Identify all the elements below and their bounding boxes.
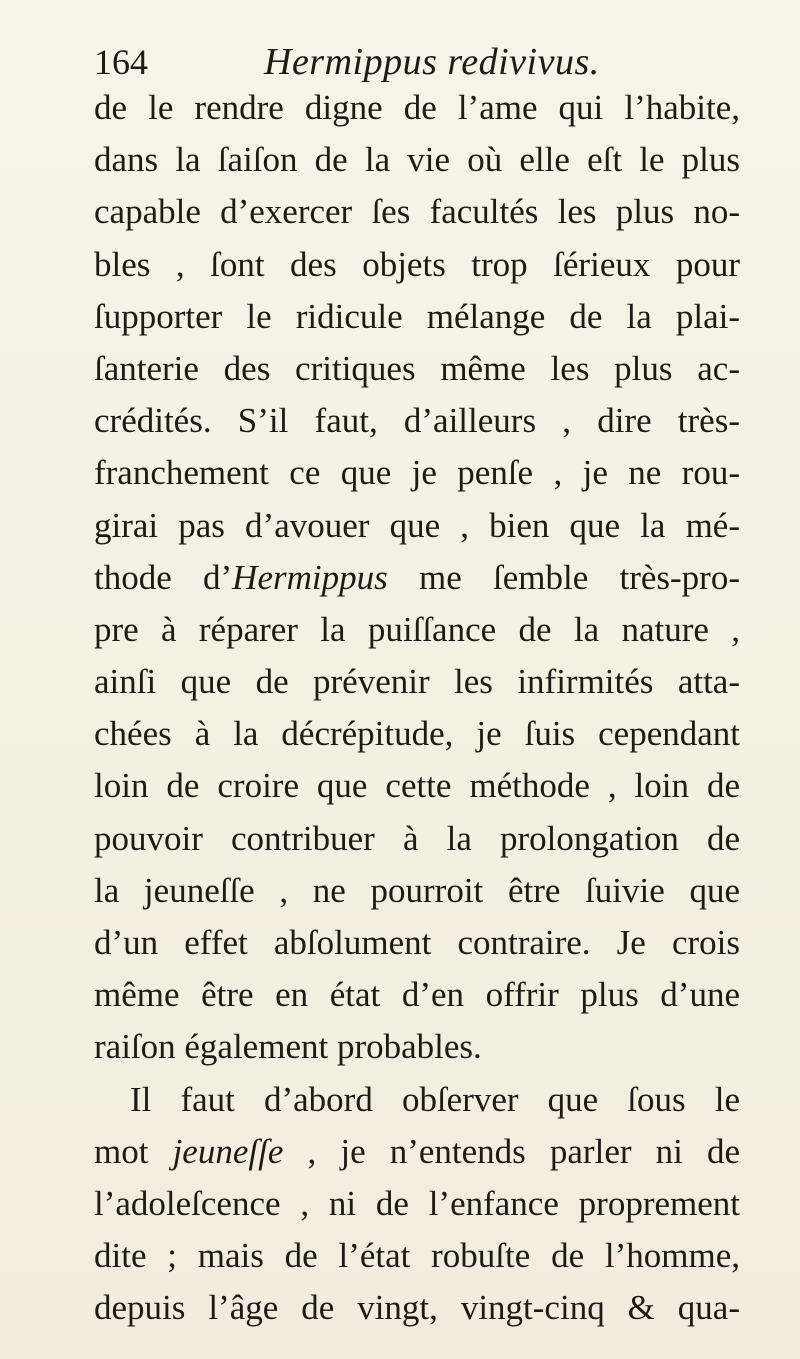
text-segment: même être en état d’en offrir plus d’une xyxy=(94,975,740,1015)
text-segment: la jeuneſſe , ne pourroit être ſuivie que xyxy=(94,870,740,910)
text-segment: de le rendre digne de l’ame qui l’habite, xyxy=(94,88,740,127)
text-segment: franchement ce que je penſe , je ne rou- xyxy=(94,453,740,493)
text-segment: bles , ſont des objets trop ſérieux pour xyxy=(94,244,740,284)
text-segment: pre à réparer la puiſſance de la nature , xyxy=(94,609,740,649)
text-line xyxy=(94,395,740,447)
text-segment: ſupporter le ridicule mélange de la plai- xyxy=(94,296,740,336)
italic-text: Hermippus xyxy=(232,557,388,597)
text-segment: d’un effet abſolument contraire. Je crois xyxy=(94,923,740,962)
text-segment: l’adoleſcence , ni de l’enfance proprement xyxy=(94,1183,740,1223)
text-body xyxy=(94,82,740,1335)
text-line xyxy=(94,1021,740,1073)
text-line xyxy=(94,291,740,343)
text-segment: dite ; mais de l’état robuſte de l’homme, xyxy=(94,1236,740,1276)
text-line xyxy=(94,1074,740,1126)
text-segment: ſanterie des critiques même les plus ac- xyxy=(94,348,740,388)
text-line xyxy=(94,917,740,969)
text-segment: , je n’entends parler ni de xyxy=(283,1131,740,1171)
text-segment: loin de croire que cette méthode , loin de xyxy=(94,766,740,806)
text-line xyxy=(94,1230,740,1282)
text-line xyxy=(94,239,740,291)
page-number: 164 xyxy=(94,42,148,82)
text-segment: mot xyxy=(94,1131,173,1171)
text-segment: girai pas d’avouer que , bien que la mé- xyxy=(94,505,740,545)
text-segment: ainſi que de prévenir les infirmités atta- xyxy=(94,662,740,702)
text-line xyxy=(94,760,740,812)
text-line xyxy=(94,604,740,656)
text-segment: Il faut d’abord obſerver que ſous le xyxy=(130,1079,740,1119)
text-line xyxy=(94,1126,740,1178)
text-line xyxy=(94,708,740,760)
text-line xyxy=(94,813,740,865)
text-segment: raiſon également probables. xyxy=(94,1027,482,1067)
text-segment: pouvoir contribuer à la prolongation de xyxy=(94,818,740,858)
text-segment: capable d’exercer ſes facultés les plus no- xyxy=(94,192,740,232)
running-title: Hermippus redivivus. xyxy=(264,41,600,83)
text-line xyxy=(94,447,740,499)
text-line xyxy=(94,656,740,708)
text-line xyxy=(94,1282,740,1334)
text-segment: chées à la décrépitude, je ſuis cependant xyxy=(94,714,740,754)
running-head xyxy=(94,36,734,88)
text-line xyxy=(94,500,740,552)
text-segment: crédités. S’il faut, d’ailleurs , dire très- xyxy=(94,401,740,441)
text-line xyxy=(94,865,740,917)
text-line xyxy=(94,552,740,604)
text-line xyxy=(94,343,740,395)
text-segment: dans la ſaiſon de la vie où elle eſt le plus xyxy=(94,140,740,180)
text-line xyxy=(94,1178,740,1230)
text-line xyxy=(94,82,740,134)
text-line xyxy=(94,134,740,186)
text-segment: depuis l’âge de vingt, vingt-cinq & qua- xyxy=(94,1288,740,1328)
text-line xyxy=(94,969,740,1021)
text-segment: me ſemble très-pro- xyxy=(387,557,740,597)
text-segment: thode d’ xyxy=(94,557,233,597)
text-line xyxy=(94,186,740,238)
italic-text: jeuneſſe xyxy=(172,1131,284,1171)
